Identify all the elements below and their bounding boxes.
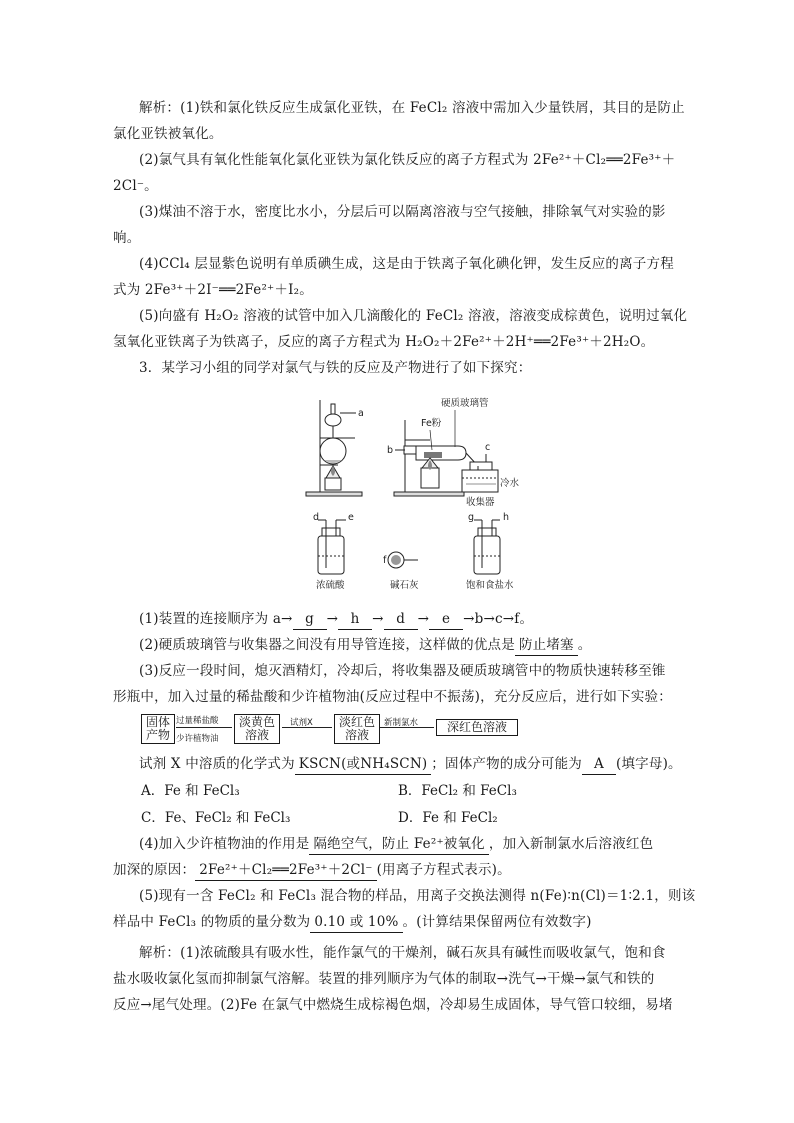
label-conc-sulfuric-acid: 浓硫酸 [316,580,345,591]
label-f: f [383,555,387,566]
flow-box-solid: 固体 产物 [141,714,175,744]
question-3-part-3-q: 试剂 X 中溶质的化学式为 KSCN(或NH₄SCN) ；固体产物的成分可能为 A (填字母)。 [139,754,683,775]
label-cold-water: 冷水 [500,478,520,489]
analysis1-line: 解析：(1)铁和氯化铁反应生成氯化亚铁，在 FeCl₂ 溶液中需加入少量铁屑，其目的是防止 [139,100,685,116]
analysis1-line: 氯化亚铁被氧化。 [113,126,223,142]
analysis2-line: 解析：(1)浓硫酸具有吸水性，能作氯气的干燥剂，碱石灰具有碱性而吸收氯气，饱和食 [139,945,666,961]
answer-blank: A [582,754,616,775]
answer-blank: h [338,609,372,630]
answer-blank: d [384,609,418,630]
flow-box-deep-red: 深红色溶液 [436,719,518,736]
label-b: b [387,445,394,456]
question-3-part-4: (4)加入少许植物油的作用是 隔绝空气，防止 Fe²⁺被氧化 ，加入新制氯水后溶液红色 [139,834,683,855]
question-3-part-3: 形瓶中，加入过量的稀盐酸和少许植物油(反应过程中不振荡)，充分反应后，进行如下实验： [113,689,672,705]
label-hard-glass-tube: 硬质玻璃管 [441,398,489,409]
label-a: a [358,408,364,419]
flow-arrow [176,727,232,728]
label-c: c [485,442,491,453]
analysis2-line: 盐水吸收氯化氢而抑制氯气溶解。装置的排列顺序为气体的制取→洗气→干燥→氯气和铁的 [113,971,655,987]
option-c: C．Fe、FeCl₂ 和 FeCl₃ [141,810,291,826]
analysis2-line: 反应→尾气处理。(2)Fe 在氯气中燃烧生成棕褐色烟，冷却易生成固体，导气管口较细，易堵 [113,997,673,1013]
question-3-part-5: 样品中 FeCl₃ 的物质的量分数为 0.10 或 10% 。(计算结果保留两位有效数字) [113,912,683,933]
label-d: d [313,512,320,523]
answer-blank: e [429,609,463,630]
label-e: e [348,512,354,523]
option-b: B．FeCl₂ 和 FeCl₃ [398,783,517,799]
analysis1-line: 式为 2Fe³⁺＋2I⁻══2Fe²⁺＋I₂。 [113,282,313,298]
flow-arrow [282,727,332,728]
label-soda-lime: 碱石灰 [390,580,419,591]
question-3-part-4: 加深的原因： 2Fe²⁺＋Cl₂══2Fe³⁺＋2Cl⁻ (用离子方程式表示)。 [113,860,683,881]
flow-arrow-label: 少许植物油 [176,734,219,744]
label-fe-powder: Fe粉 [421,418,442,429]
flow-arrow [380,727,434,728]
flow-arrow-label: 试剂X [290,718,313,728]
flow-box-pale-red: 淡红色 溶液 [334,714,380,744]
analysis1-line: 响。 [113,230,141,246]
question-3-part-3: (3)反应一段时间，熄灭酒精灯，冷却后，将收集器及硬质玻璃管中的物质快速转移至锥 [139,663,666,679]
analysis1-line: 氢氧化亚铁离子为铁离子，反应的离子方程式为 H₂O₂＋2Fe²⁺＋2H⁺══2Fe³⁺＋2H₂O。 [113,334,655,350]
question-3-part-5: (5)现有一含 FeCl₂ 和 FeCl₃ 混合物的样品，用离子交换法测得 n(Fe)∶n(Cl)＝1∶2.1，则该 [139,888,696,904]
flow-arrow-label: 过量稀盐酸 [176,716,219,726]
analysis1-line: 2Cl⁻。 [113,178,158,194]
answer-blank: KSCN(或NH₄SCN) [295,754,432,775]
analysis1-line: (4)CCl₄ 层显紫色说明有单质碘生成，这是由于铁离子氧化碘化钾，发生反应的离子方程 [139,256,674,272]
label-h: h [503,512,510,523]
label-saturated-brine: 饱和食盐水 [466,580,514,591]
flow-arrow-label: 新制氯水 [384,718,419,728]
answer-blank: 防止堵塞 [515,635,578,656]
option-d: D．Fe 和 FeCl₂ [398,810,498,826]
answer-blank: 隔绝空气，防止 Fe²⁺被氧化 [309,834,488,855]
label-collector: 收集器 [466,497,495,508]
label-g: g [468,512,475,523]
answer-blank: 2Fe²⁺＋Cl₂══2Fe³⁺＋2Cl⁻ [195,860,376,881]
stand-base [306,492,362,496]
option-a: A．Fe 和 FeCl₃ [141,783,240,799]
answer-blank: g [293,609,327,630]
flow-box-pale-yellow: 淡黄色 溶液 [234,714,280,744]
question-3-part-2: (2)硬质玻璃管与收集器之间没有用导管连接，这样做的优点是 防止堵塞 。 [139,635,683,656]
answer-blank: 0.10 或 10% [310,912,402,933]
question-3-part-1: (1)装置的连接顺序为 a→ g → h → d → e →b→c→f。 [139,609,683,630]
analysis1-line: (2)氯气具有氧化性能氧化氯化亚铁为氯化铁反应的离子方程式为 2Fe²⁺＋Cl₂══2Fe³⁺＋ [139,152,676,168]
question-3-stem: 3．某学习小组的同学对氯气与铁的反应及产物进行了如下探究： [139,360,532,376]
analysis1-line: (5)向盛有 H₂O₂ 溶液的试管中加入几滴酸化的 FeCl₂ 溶液，溶液变成棕黄色，说明过氧化 [139,308,688,324]
analysis1-line: (3)煤油不溶于水，密度比水小，分层后可以隔离溶液与空气接触，排除氧气对实验的影 [139,204,666,220]
